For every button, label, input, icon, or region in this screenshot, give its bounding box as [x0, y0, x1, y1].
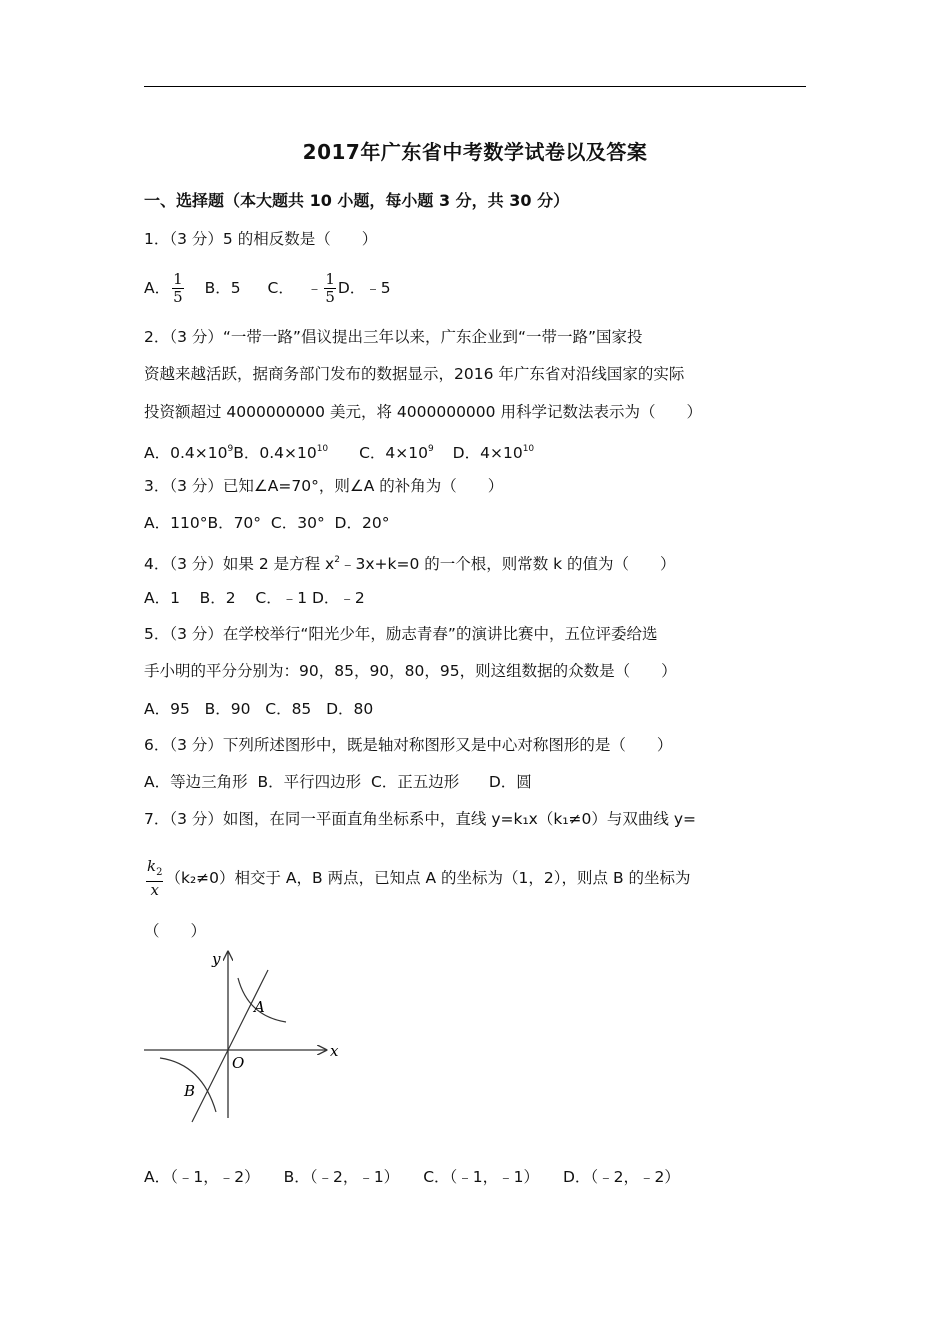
- option-b: B．（﹣2，﹣1）: [283, 1168, 400, 1186]
- fraction-numerator: 1: [325, 270, 335, 288]
- question-4-stem: [144, 549, 676, 575]
- question-3-stem: 3．（3 分）已知∠A=70°，则∠A 的补角为（ ）: [144, 477, 504, 495]
- option-c: C．（﹣1，﹣1）: [423, 1168, 539, 1186]
- question-1-options: [144, 268, 391, 308]
- option-c-exponent: 9: [428, 444, 434, 454]
- question-4-options: A．1 B．2 C．﹣1 D．﹣2: [144, 589, 365, 607]
- option-a: A．0.4×10: [144, 444, 228, 462]
- option-c-fraction: [324, 271, 336, 306]
- fraction-denominator: 5: [173, 288, 183, 306]
- option-a-fraction: [172, 271, 184, 306]
- coordinate-figure: [140, 944, 360, 1134]
- question-7-options: [144, 1166, 680, 1188]
- fraction-denominator: x: [150, 881, 159, 899]
- point-b-label: B: [184, 1082, 196, 1100]
- fraction-denominator: 5: [325, 288, 335, 306]
- option-c: C．4×10: [359, 444, 428, 462]
- question-4-stem-end: ﹣3x+k=0 的一个根，则常数 k 的值为（ ）: [339, 555, 676, 573]
- question-3-options: A．110°B．70° C．30° D．20°: [144, 514, 390, 532]
- question-6-stem: 6．（3 分）下列所述图形中，既是轴对称图形又是中心对称图形的是（ ）: [144, 736, 673, 754]
- question-2-line-2: 资越来越活跃，据商务部门发布的数据显示，2016 年广东省对沿线国家的实际: [144, 365, 685, 383]
- page-title: 2017年广东省中考数学试卷以及答案: [302, 140, 648, 164]
- question-5-options: A．95 B．90 C．85 D．80: [144, 700, 374, 718]
- question-4-exponent: 2: [334, 555, 340, 565]
- option-a-label: A．: [144, 279, 171, 297]
- x-axis-label: x: [330, 1042, 339, 1060]
- question-1-stem: 1．（3 分）5 的相反数是（ ）: [144, 230, 378, 248]
- question-2-line-1: 2．（3 分）“一带一路”倡议提出三年以来，广东企业到“一带一路”国家投: [144, 328, 643, 346]
- option-d-exponent: 10: [522, 444, 535, 454]
- line-y-k1x: [192, 970, 268, 1122]
- option-c-label: C．: [267, 279, 294, 297]
- option-d: D．﹣5: [337, 279, 391, 297]
- fraction-numerator: $k_2$: [146, 858, 163, 882]
- section-heading: 一、选择题（本大题共 10 小题，每小题 3 分，共 30 分）: [144, 191, 570, 210]
- y-axis-label: y: [212, 950, 221, 968]
- origin-label: O: [232, 1054, 245, 1072]
- question-2-line-3: 投资额超过 4000000000 美元，将 4000000000 用科学记数法表示为（ ）: [144, 403, 702, 421]
- header-rule: [144, 86, 806, 87]
- option-b: B．5: [204, 279, 241, 297]
- question-4-stem-start: 4．（3 分）如果 2 是方程 x: [144, 555, 335, 573]
- hyperbola-fraction: [146, 858, 163, 899]
- option-c-sign: ﹣: [306, 279, 323, 297]
- option-d: D．（﹣2，﹣2）: [562, 1168, 680, 1186]
- fraction-numerator: 1: [173, 270, 183, 288]
- question-7-line-1: 7．（3 分）如图，在同一平面直角坐标系中，直线 y=k₁x（k₁≠0）与双曲线 y=: [144, 810, 696, 828]
- question-2-options: [144, 438, 534, 464]
- option-b: B．0.4×10: [233, 444, 317, 462]
- option-a: A．（﹣1，﹣2）: [144, 1168, 260, 1186]
- question-7-line-3: （ ）: [144, 922, 207, 940]
- option-a-exponent: 9: [227, 444, 234, 454]
- question-5-line-2: 手小明的平分分别为：90，85，90，80，95，则这组数据的众数是（ ）: [144, 662, 677, 680]
- question-7-line-2: [144, 856, 691, 900]
- option-b-exponent: 10: [316, 444, 329, 454]
- question-7-line-2-text: （k₂≠0）相交于 A，B 两点，已知点 A 的坐标为（1，2），则点 B 的坐标为: [165, 869, 691, 887]
- question-6-options: A．等边三角形 B．平行四边形 C．正五边形 D．圆: [144, 773, 532, 791]
- question-5-line-1: 5．（3 分）在学校举行“阳光少年，励志青春”的演讲比赛中，五位评委给选: [144, 625, 658, 643]
- option-d: D．4×10: [452, 444, 523, 462]
- point-a-label: A: [254, 998, 265, 1016]
